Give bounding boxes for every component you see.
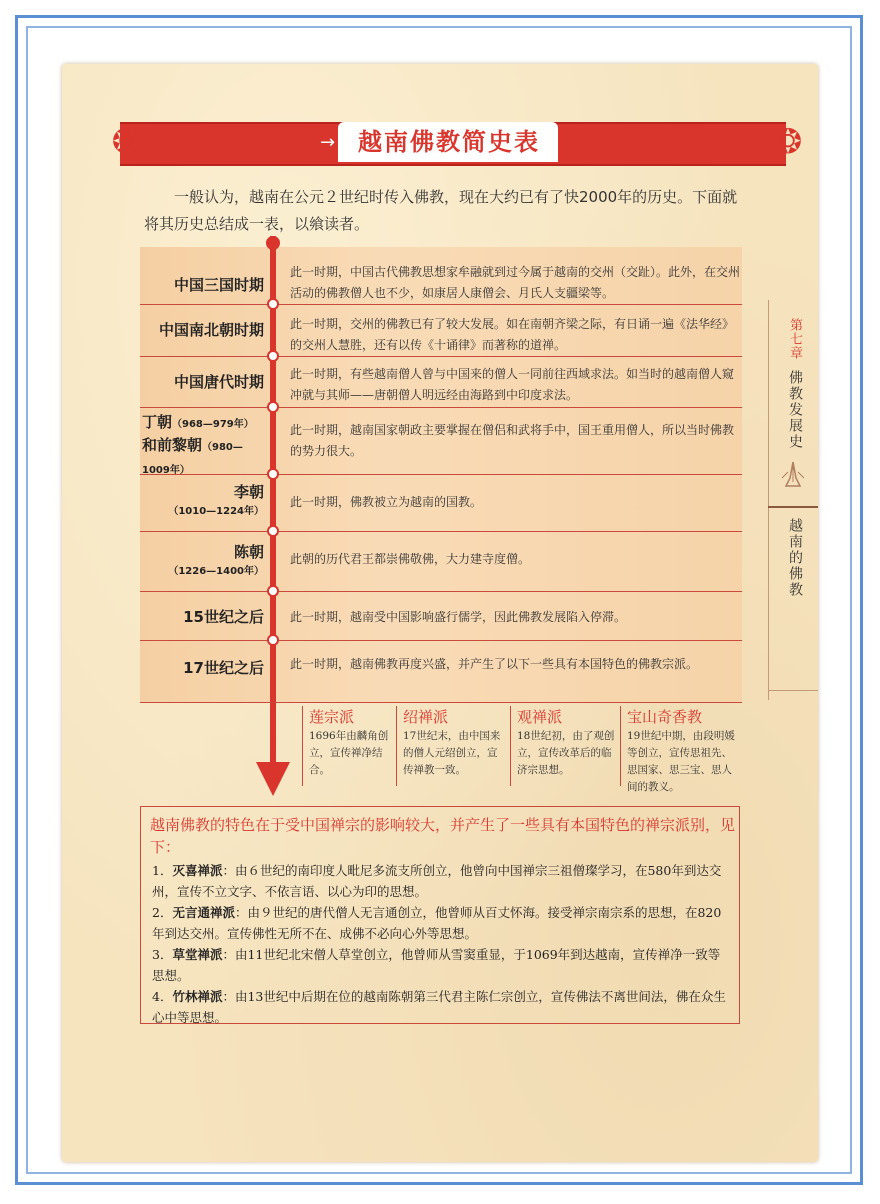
row-divider: [140, 304, 742, 305]
summary-list: [152, 860, 732, 1028]
list-item: [152, 986, 732, 1028]
chapter-title: 佛教发展史: [787, 370, 803, 450]
period-name: 陈朝: [233, 543, 264, 561]
item-text: ：由６世纪的南印度人毗尼多流支所创立，他曾向中国禅宗三祖僧璨学习，在580年到达交州，宣传不立文字、不依言语、以心为印的思想。: [152, 863, 722, 899]
timeline-node: [267, 298, 279, 310]
timeline-node: [267, 401, 279, 413]
side-divider: [768, 506, 818, 508]
arrow-down-icon: [256, 762, 290, 796]
school-name: 绍禅派: [403, 708, 449, 726]
timeline-start-dot: [266, 236, 280, 250]
list-item: [152, 944, 732, 986]
period-name-block: [142, 412, 268, 481]
timeline-axis: [270, 236, 276, 764]
period-name-block: [140, 482, 264, 522]
period-years: （1226—1400年）: [168, 566, 264, 577]
school-name: 观禅派: [517, 708, 563, 726]
period-name: 和前黎朝: [142, 436, 203, 454]
section-title: 越南的佛教: [787, 518, 803, 598]
row-divider: [140, 702, 742, 703]
side-divider: [768, 300, 769, 700]
item-number: 2．: [152, 905, 173, 920]
timeline-node: [267, 525, 279, 537]
item-text: ：由11世纪北宋僧人草堂创立，他曾师从雪窦重显，于1069年到达越南，宣传禅净一致等思想。: [152, 947, 721, 983]
praying-hands-icon: [776, 458, 810, 492]
page-title: 越南佛教简史表: [358, 128, 540, 156]
period-desc: 此一时期，佛教被立为越南的国教。: [290, 495, 483, 509]
school-item: [396, 706, 502, 786]
period-desc: 此一时期，越南受中国影响盛行儒学，因此佛教发展陷入停滞。: [290, 610, 627, 624]
period-desc: 此一时期，中国古代佛教思想家牟融就到过今属于越南的交州（交趾）。此外，在交州活动的佛教僧人也不少，如康居人康僧会、月氏人支疆梁等。: [290, 265, 741, 300]
timeline-node: [267, 468, 279, 480]
school-item: [510, 706, 616, 786]
school-name: 宝山奇香教: [627, 708, 703, 726]
period-years: （1010—1224年）: [168, 506, 264, 517]
item-text: ：由13世纪中后期在位的越南陈朝第三代君主陈仁宗创立，宣传佛法不离世间法，佛在众生心中等思想。: [152, 989, 726, 1025]
row-divider: [140, 531, 742, 532]
school-desc: 17世纪末，由中国来的僧人元绍创立，宣传禅教一致。: [403, 730, 501, 776]
period-desc: 此一时期，越南国家朝政主要掌握在僧侣和武将手中，国王重用僧人，所以当时佛教的势力很大。: [290, 423, 735, 458]
item-name: 灭喜禅派: [172, 863, 223, 878]
item-name: 无言通禅派: [172, 905, 235, 920]
item-number: 4．: [152, 989, 173, 1004]
period-name-block: [140, 542, 264, 582]
period-name: 15世纪之后: [183, 608, 264, 626]
period-desc: 此朝的历代君王都崇佛敬佛，大力建寺度僧。: [290, 552, 531, 566]
period-name: 中国三国时期: [173, 276, 264, 294]
cloud-ornament-icon: ❂: [773, 122, 803, 162]
school-desc: 1696年由麟角创立，宣传禅净结合。: [309, 730, 389, 776]
item-name: 草堂禅派: [172, 947, 223, 962]
item-text: ：由９世纪的唐代僧人无言通创立，他曾师从百丈怀海。接受禅宗南宗系的思想，在820年到达交州。宣传佛性无所不在、成佛不必向心外等思想。: [152, 905, 722, 941]
period-name: 丁朝: [142, 413, 173, 431]
item-number: 3．: [152, 947, 173, 962]
school-desc: 18世纪初，由了观创立，宣传改革后的临济宗思想。: [517, 730, 615, 776]
school-item: [302, 706, 398, 786]
arrow-right-icon: →: [320, 132, 336, 153]
item-name: 竹林禅派: [172, 989, 223, 1004]
period-desc: 此一时期，有些越南僧人曾与中国来的僧人一同前往西域求法。如当时的越南僧人窥冲就与其师——唐朝僧人明远经由海路到中印度求法。: [290, 367, 735, 402]
school-item: [620, 706, 740, 793]
summary-heading: 越南佛教的特色在于受中国禅宗的影响较大，并产生了一些具有本国特色的禅宗派别，见下：: [150, 816, 736, 856]
school-name: 莲宗派: [309, 708, 355, 726]
side-divider: [768, 690, 818, 691]
item-number: 1．: [152, 863, 173, 878]
period-name: 17世纪之后: [183, 659, 264, 677]
row-divider: [140, 407, 742, 408]
row-divider: [140, 356, 742, 357]
intro-paragraph: 一般认为，越南在公元２世纪时传入佛教，现在大约已有了快2000年的历史。下面就将其历史总结成一表，以飨读者。: [144, 188, 738, 233]
row-divider: [140, 640, 742, 641]
cloud-ornament-icon: ❂: [111, 122, 141, 162]
period-desc: 此一时期，越南佛教再度兴盛，并产生了以下一些具有本国特色的佛教宗派。: [290, 657, 699, 671]
row-divider: [140, 591, 742, 592]
period-name: 中国南北朝时期: [158, 321, 264, 339]
list-item: [152, 860, 732, 902]
period-years: （980—1009年）: [142, 442, 243, 476]
period-name: 中国唐代时期: [173, 373, 264, 391]
timeline-node: [267, 634, 279, 646]
list-item: [152, 902, 732, 944]
period-years: （968—979年）: [172, 419, 254, 430]
period-desc: 此一时期，交州的佛教已有了较大发展。如在南朝齐梁之际，有日诵一遍《法华经》的交州人慧胜，还有以传《十诵律》而著称的道禅。: [290, 317, 735, 352]
school-desc: 19世纪中期，由段明媛等创立，宣传思祖先、思国家、思三宝、思人间的教义。: [627, 730, 735, 793]
timeline-node: [267, 350, 279, 362]
chapter-label: 第七章: [787, 318, 802, 360]
period-name: 李朝: [233, 483, 264, 501]
timeline-node: [267, 585, 279, 597]
